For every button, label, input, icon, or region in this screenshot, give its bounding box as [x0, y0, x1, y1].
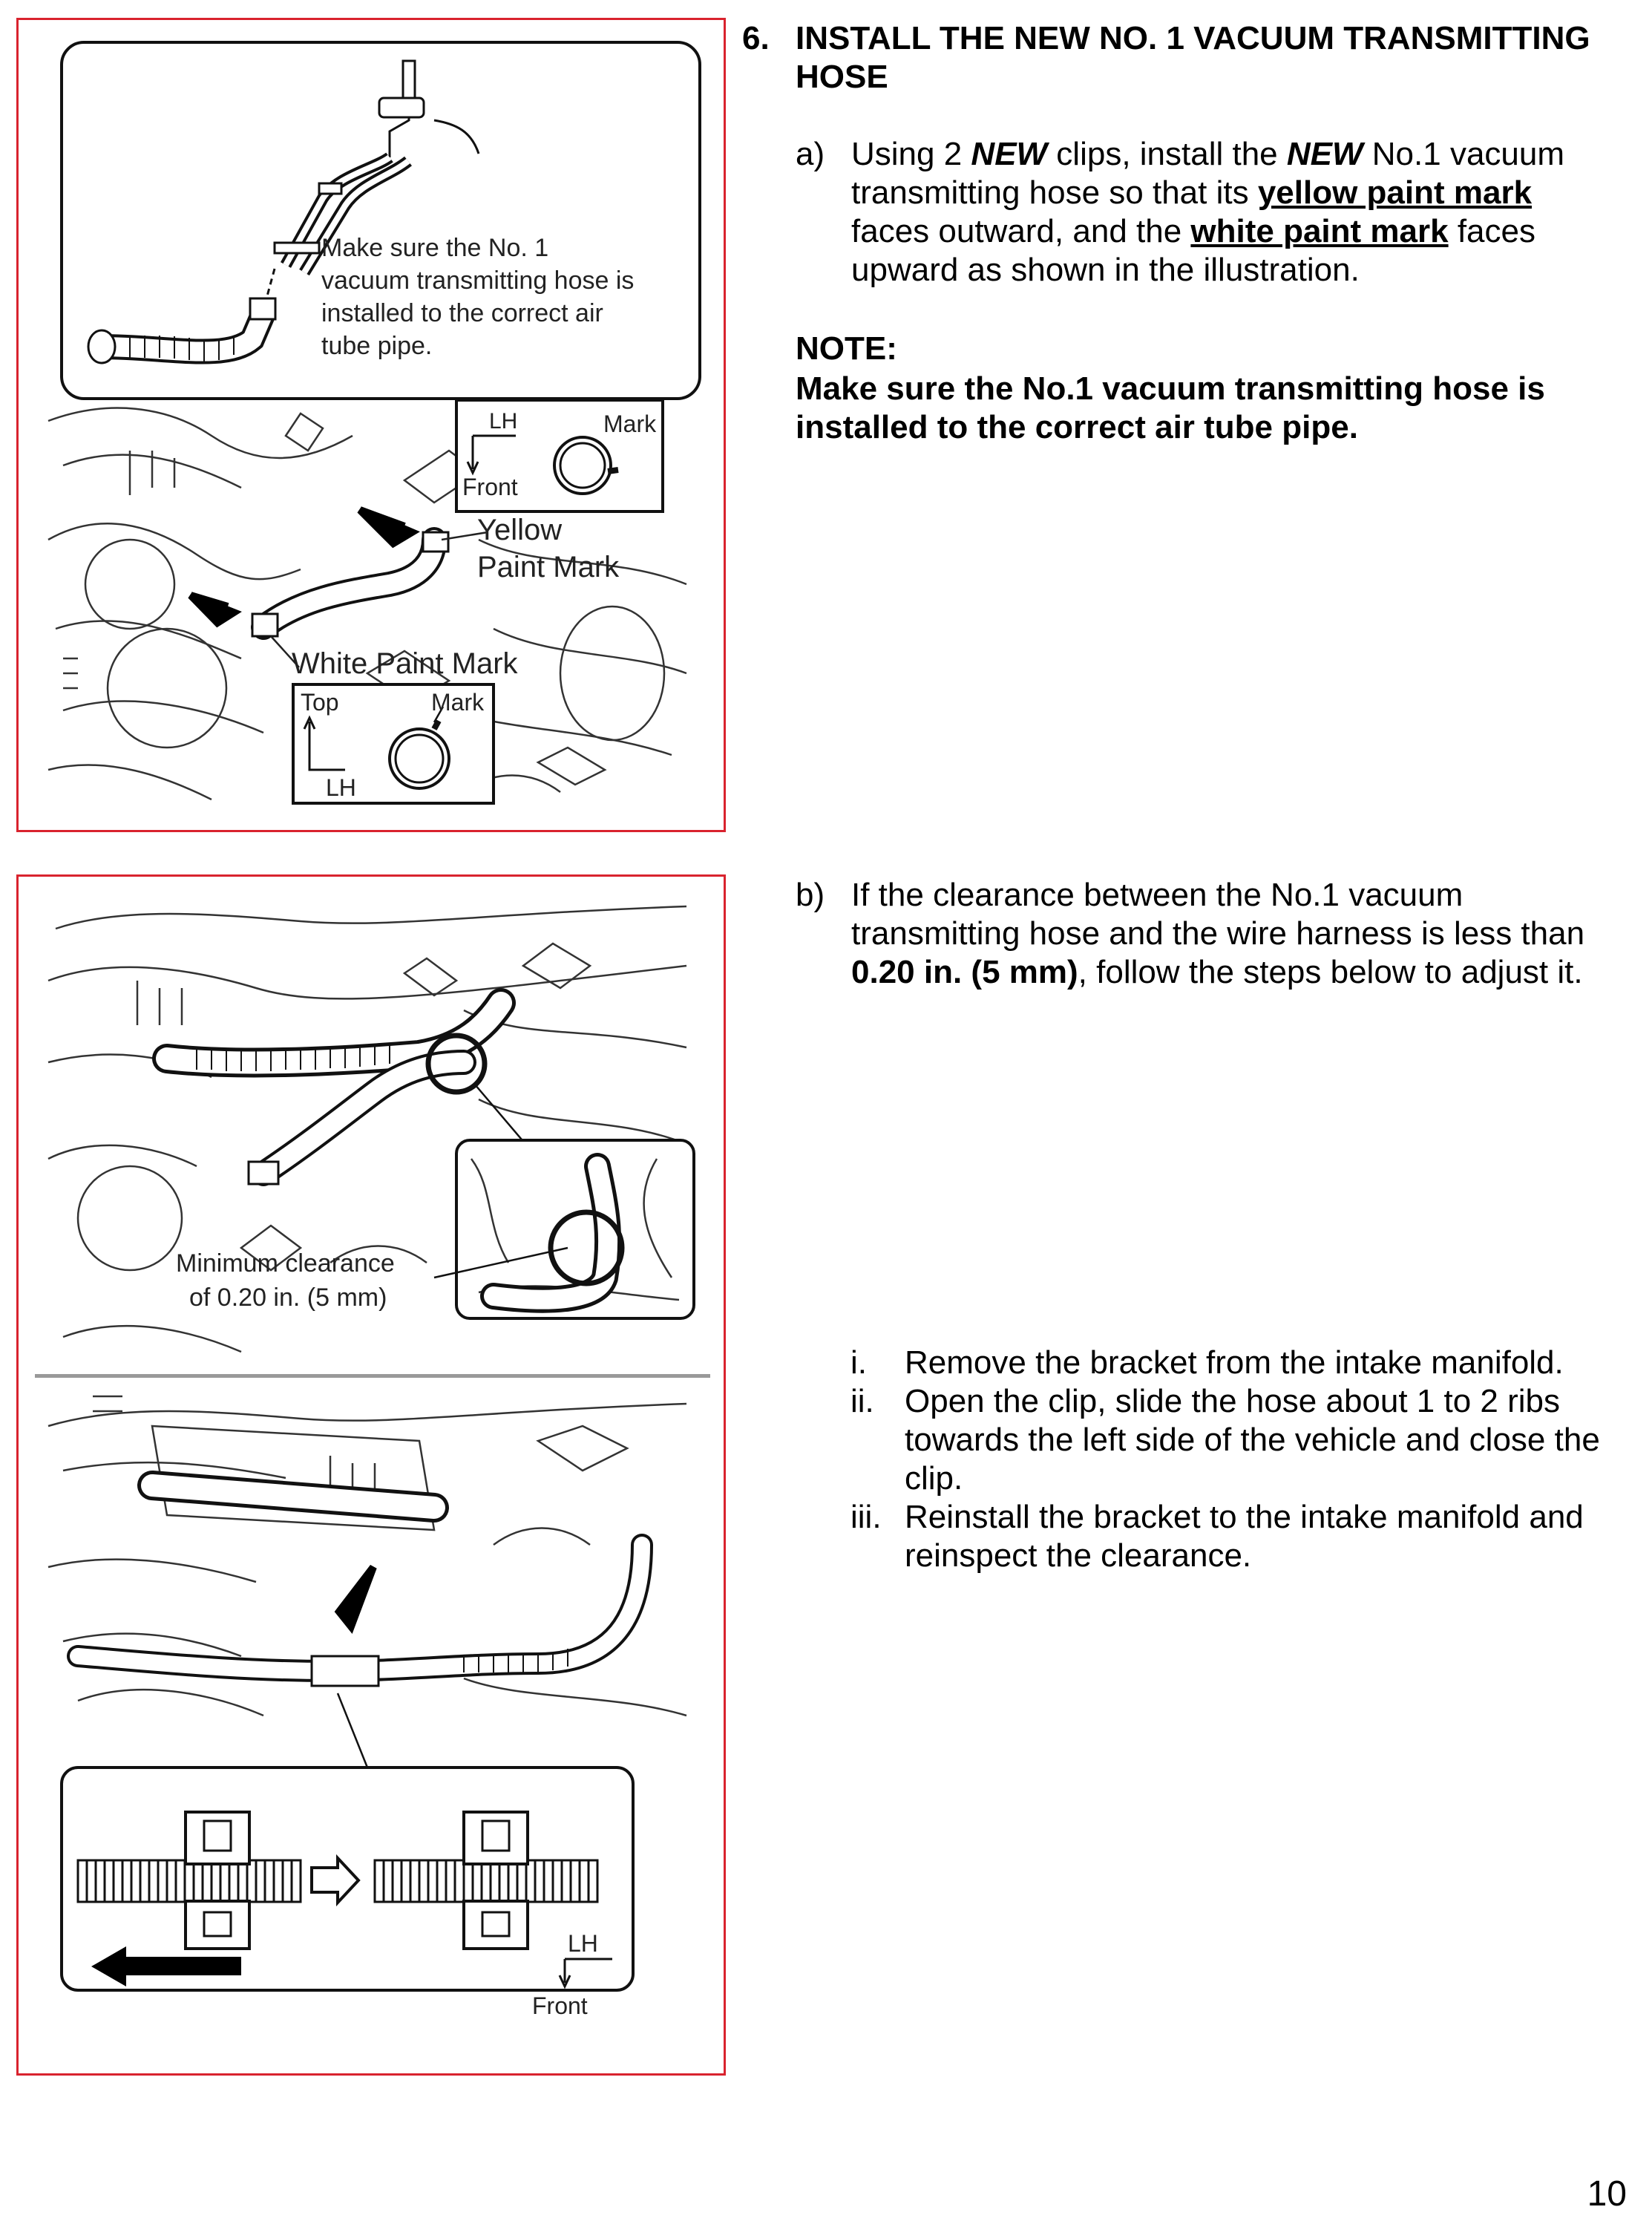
yellow-paint-label-1: Yellow	[477, 514, 563, 546]
step-6-title: INSTALL THE NEW NO. 1 VACUUM TRANSMITTING HOSE	[796, 20, 1590, 95]
step-a-t2: clips, install the	[1047, 136, 1287, 172]
step-a-new-1: NEW	[971, 136, 1048, 172]
page-number: 10	[1587, 2174, 1627, 2214]
clip-inset-dir-lh: LH	[568, 1930, 598, 1957]
clearance-label	[176, 1249, 401, 1312]
vacuum-hose-lower	[152, 1485, 434, 1508]
clip-inset-dir-front: Front	[532, 1992, 588, 2019]
substep-i-label: i.	[850, 1344, 867, 1381]
inset-top-dir-front: Front	[462, 474, 518, 500]
figure-divider	[35, 1374, 710, 1378]
callout-line-2: vacuum transmitting hose is	[321, 266, 635, 295]
substep-i-text: Remove the bracket from the intake manifold.	[905, 1344, 1564, 1381]
note-body: Make sure the No.1 vacuum transmitting hose is installed to the correct air tube pipe.	[796, 370, 1545, 445]
step-a-t1: Using 2	[851, 136, 971, 172]
figure-clearance-illustration	[19, 877, 724, 2073]
step-a-label: a)	[796, 136, 825, 172]
white-mark-arrow-icon	[191, 595, 234, 623]
step-a-t4: faces outward, and the	[851, 213, 1191, 249]
note-title: NOTE:	[796, 330, 897, 367]
step-a-white-mark: white paint mark	[1190, 213, 1449, 249]
substep-iii	[850, 1498, 1637, 1575]
callout-line-3: installed to the correct air	[321, 299, 603, 327]
step-b-value: 0.20 in. (5 mm)	[851, 954, 1078, 990]
clearance-label-2: of 0.20 in. (5 mm)	[189, 1283, 387, 1312]
yellow-mark-arrow-icon	[360, 510, 412, 543]
clearance-label-1: Minimum clearance	[176, 1249, 395, 1278]
callout-line-1: Make sure the No. 1	[321, 234, 549, 262]
inset-bottom-dir-top: Top	[301, 689, 339, 716]
step-a-text	[851, 135, 1597, 290]
inset-bottom-dir-lh: LH	[326, 774, 356, 801]
clip-leader	[338, 1693, 367, 1767]
figure-install-hose	[16, 18, 726, 832]
inset-top-dir-lh: LH	[489, 409, 518, 434]
step-b-t1: If the clearance between the No.1 vacuum transmitting hose and the wire harness is less than	[851, 877, 1585, 952]
substep-i	[850, 1344, 1637, 1382]
step-a	[796, 135, 1597, 290]
white-paint-label: White Paint Mark	[292, 647, 518, 680]
inset-bottom-mark: Mark	[431, 689, 485, 716]
ring-mark-icon-2	[390, 729, 449, 788]
step-b	[796, 876, 1619, 992]
step-6-heading	[742, 19, 1633, 97]
step-a-new-2: NEW	[1286, 136, 1363, 172]
step-6-number: 6.	[742, 20, 770, 56]
inset-top-mark: Mark	[603, 411, 657, 437]
step-a-t3: No.1 vacuum transmitting hose so that its	[851, 136, 1565, 211]
ring-mark-icon	[554, 437, 611, 494]
substep-iii-label: iii.	[850, 1499, 882, 1535]
substep-iii-text: Reinstall the bracket to the intake manifold and reinspect the clearance.	[905, 1499, 1584, 1574]
clip-arrow-icon	[339, 1567, 373, 1626]
step-b-text	[851, 876, 1619, 992]
step-b-t2: , follow the steps below to adjust it.	[1078, 954, 1583, 990]
vacuum-hose-installed	[252, 532, 448, 636]
callout-line-4: tube pipe.	[321, 332, 433, 360]
figure-install-hose-illustration	[19, 20, 724, 830]
step-b-label: b)	[796, 877, 825, 913]
substep-ii-label: ii.	[850, 1383, 874, 1419]
step-a-t5: faces upward as shown in the illustration.	[851, 213, 1535, 288]
substep-ii	[850, 1382, 1637, 1498]
substep-ii-text: Open the clip, slide the hose about 1 to 2 ribs towards the left side of the vehicle and close the clip.	[905, 1383, 1600, 1497]
yellow-paint-label-2: Paint Mark	[477, 551, 620, 583]
step-a-yellow-mark: yellow paint mark	[1257, 174, 1533, 211]
figure-clearance	[16, 874, 726, 2076]
hose-clip-lower	[312, 1656, 378, 1686]
